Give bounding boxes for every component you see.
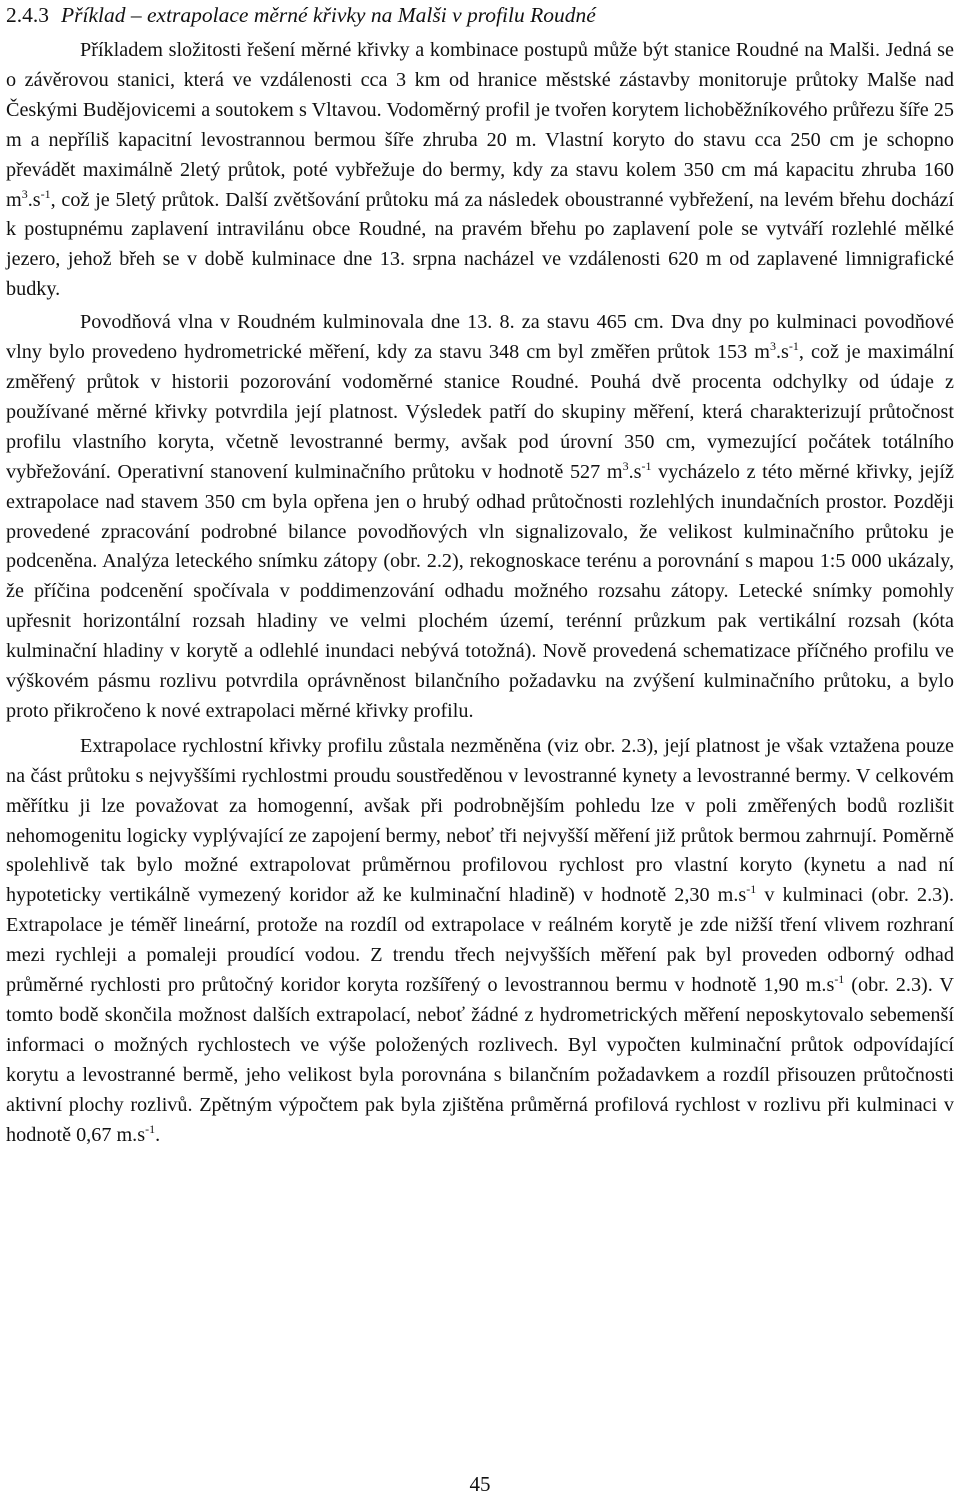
section-title: Příklad – extrapolace měrné křivky na Malši v profilu Roudné: [61, 3, 596, 27]
superscript: -1: [40, 186, 51, 201]
section-number: 2.4.3: [6, 3, 49, 27]
body-text: [6, 36, 954, 1151]
superscript: 3: [769, 339, 776, 354]
paragraph: [6, 36, 954, 305]
text-run: Extrapolace rychlostní křivky profilu zůstala nezměněna (viz obr. 2.3), její platnost je však vztažena pouze na část průtoku s nejvyššími rychlostmi proudu soustředěnou v levostranné kynety a levostranné bermy. V celkovém měřítku ji lze považovat za homogenní, avšak při podrobnějším pohledu lze v poli změřených bodů rozlišit nehomogenitu logicky vyplývající ze zapojení bermy, neboť tři nejvyšší měření již průtok bermou zahrnují. Poměrně spolehlivě tak bylo možné extrapolovat průměrnou profilovou rychlost pro vlastní koryto (kynetu a nad ní hypoteticky vertikálně vymezený koridor až ke kulminační hladině) v hodnotě 2,30 m.s: [6, 734, 954, 907]
superscript: -1: [788, 339, 799, 354]
paragraph: [6, 732, 954, 1151]
paragraph: [6, 308, 954, 727]
text-run: .: [155, 1123, 161, 1146]
text-run: (obr. 2.3). V tomto bodě skončila možnost dalších extrapolací, neboť žádné z hydrometrických měření neposkytovalo sebemenší informaci o možných rychlostech ve výše položených rozlivech. Byl vypočten kulminační průtok odpovídající korytu a levostranné bermě, jeho velikost byla porovnána s bilančním požadavkem a rozdíl přisouzen průtočnosti aktivní plochy rozlivů. Zpětným výpočtem pak byla zjištěna průměrná profilová rychlost v rozlivu při kulminaci v hodnotě 0,67 m.s: [6, 974, 954, 1146]
text-run: .s: [27, 188, 41, 211]
text-run: vycházelo z této měrné křivky, jejíž extrapolace nad stavem 350 cm byla opřena jen o hrubý odhad průtočnosti rozlehlých inundačních prostor. Později provedené zpracování podrobné bilance povodňových vln signalizovalo, že velikost kulminačního průtoku je podceněna. Analýza leteckého snímku zátopy (obr. 2.2), rekognoskace terénu a porovnání s mapou 1:5 000 ukázaly, že příčina podcenění spočívala v poddimenzování odhadu možného rozsahu zátopy. Letecké snímky pomohly upřesnit horizontální rozsah hladiny ve velmi plochém území, terénní průzkum pak vertikální rozsah (kóta kulminační hladiny v korytě a odlehlé inundaci nebývá totožná). Nově provedená schematizace příčného profilu ve výškovém pásmu rozlivu potvrdila oprávněnost bilančního požadavku na zvýšení kulminačního průtoku, a bylo proto přikročeno k nové extrapolaci měrné křivky profilu.: [6, 460, 954, 722]
text-run: Povodňová vlna v Roudném kulminovala dne 13. 8. za stavu 465 cm. Dva dny po kulminaci povodňové vlny bylo provedeno hydrometrické měření, kdy za stavu 348 cm byl změřen průtok 153 m: [6, 311, 954, 364]
text-run: , což je 5letý průtok. Další zvětšování průtoku má za následek oboustranné vybřežení, na levém břehu dochází k postupnému zaplavení intravilánu obce Roudné, na pravém břehu po zaplavení pole se vytváří rozlehlé mělké jezero, jehož břeh se v době kulminace dne 13. srpna nacházel ve vzdálenosti 620 m od zaplavené limnigrafické budky.: [6, 188, 954, 301]
text-run: , což je maximální změřený průtok v historii pozorování vodoměrné stanice Roudné. Pouhá dvě procenta odchylky od údaje z používané měrné křivky potvrdila její platnost. Výsledek patří do skupiny měření, která charakterizují průtočnost profilu vlastního koryta, včetně levostranné bermy, avšak pod úrovní 350 cm, vymezující počátek totálního vybřežování. Operativní stanovení kulminačního průtoku v hodnotě 527 m: [6, 341, 954, 483]
text-run: .s: [628, 460, 642, 483]
text-run: Příkladem složitosti řešení měrné křivky a kombinace postupů může být stanice Roudné na Malši. Jedná se o závěrovou stanici, která ve vzdálenosti cca 3 km od hranice městské zástavby monitoruje průtoky Malše nad Českými Budějovicemi a soutokem s Vltavou. Vodoměrný profil je tvořen korytem lichoběžníkového průřezu šíře 25 m a nepříliš kapacitní levostrannou bermou šíře zhruba 20 m. Vlastní koryto do stavu cca 250 cm je schopno převádět maximálně 2letý průtok, poté vybřežuje do bermy, kdy za stavu kolem 350 cm má kapacitu zhruba 160 m: [6, 39, 954, 211]
superscript: 3: [21, 186, 28, 201]
superscript: -1: [641, 458, 652, 473]
superscript: -1: [145, 1121, 156, 1136]
superscript: 3: [622, 458, 629, 473]
section-heading: [6, 2, 596, 28]
text-run: v kulminaci (obr. 2.3). Extrapolace je téměř lineární, protože na rozdíl od extrapolace v reálném korytě je zde nižší tření vlivem rozhraní mezi rychleji a pomaleji proudící vodou. Z trendu třech nejvyšších měření pak byl proveden odborný odhad průměrné rychlosti pro průtočný koridor koryta rozšířený o levostrannou bermu v hodnotě 1,90 m.s: [6, 884, 954, 997]
text-run: .s: [775, 341, 789, 364]
page-number: 45: [469, 1472, 491, 1496]
superscript: -1: [746, 882, 757, 897]
superscript: -1: [834, 972, 845, 987]
